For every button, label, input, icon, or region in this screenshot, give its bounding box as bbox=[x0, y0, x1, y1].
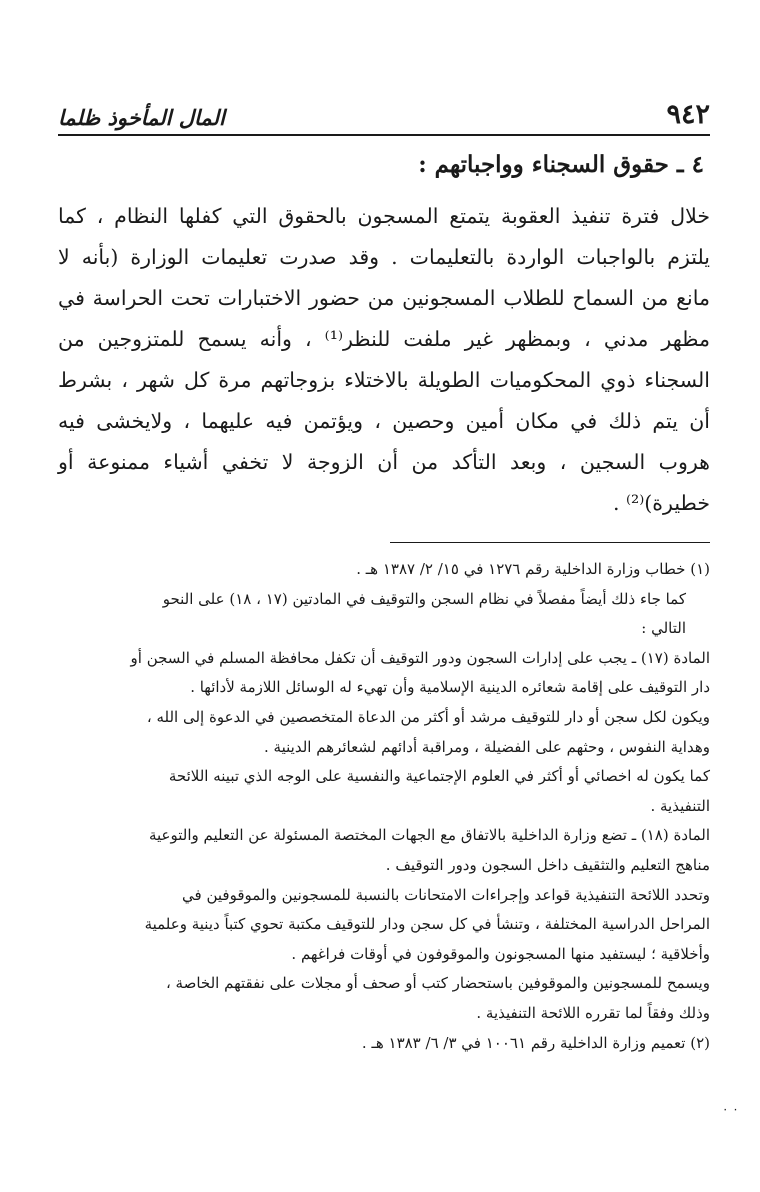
footnote-line: وذلك وفقاً لما تقرره اللائحة التنفيذية . bbox=[476, 1003, 710, 1022]
footnote-line: وأخلاقية ؛ ليستفيد منها المسجونون والموقوفون في أوقات فراغهم . bbox=[291, 944, 710, 963]
footnote-line: دار التوقيف على إقامة شعائره الدينية الإسلامية وأن تهيء له الوسائل اللازمة لأدائها . bbox=[190, 678, 710, 697]
footnote-separator bbox=[390, 542, 710, 543]
body-line: خلال فترة تنفيذ العقوبة يتمتع المسجون بالحقوق التي كفلها النظام ، كما bbox=[58, 204, 710, 228]
footnote-line: ويسمح للمسجونين والموقوفين باستحضار كتب أو صحف أو مجلات على نفقتهم الخاصة ، bbox=[165, 974, 710, 993]
body-paragraph bbox=[58, 196, 710, 524]
footnote-line: كما جاء ذلك أيضاً مفصلاً في نظام السجن والتوقيف في المادتين (١٧ ، ١٨) على النحو bbox=[162, 589, 686, 608]
header-rule bbox=[58, 134, 710, 136]
body-line: مظهر مدني ، وبمظهر غير ملفت للنظر⁽¹⁾ ، وأنه يسمح للمتزوجين من bbox=[58, 327, 710, 351]
footnotes bbox=[58, 555, 710, 1058]
footnote-line: المراحل الدراسية المختلفة ، وتنشأ في كل سجن ودار للتوقيف مكتبة تحوي كتباً دينية وعلمية bbox=[144, 915, 710, 934]
footnote-line: مناهج التعليم والتثقيف داخل السجون ودور التوقيف . bbox=[385, 855, 710, 874]
footnote-line: (٢) تعميم وزارة الداخلية رقم ١٠٠٦١ في ٣/ ٦/ ١٣٨٣ هـ . bbox=[361, 1033, 710, 1052]
footnote-line: كما يكون له اخصائي أو أكثر في العلوم الإجتماعية والنفسية على الوجه الذي تبينه اللائحة bbox=[168, 767, 710, 786]
body-line: مانع من السماح للطلاب المسجونين من حضور الاختبارات تحت الحراسة في bbox=[58, 286, 710, 310]
footnote-line: التنفيذية . bbox=[650, 796, 710, 815]
footnote-line: المادة (١٨) ـ تضع وزارة الداخلية بالاتفاق مع الجهات المختصة المسئولة عن التعليم والتوعية bbox=[148, 826, 710, 845]
footnote-line: المادة (١٧) ـ يجب على إدارات السجون ودور التوقيف أن تكفل محافظة المسلم في السجن أو bbox=[130, 648, 710, 667]
footnote-line: وتحدد اللائحة التنفيذية قواعد وإجراءات الامتحانات بالنسبة للمسجونين والموقوفين في bbox=[182, 885, 710, 904]
body-line: السجناء ذوي المحكوميات الطويلة بالاختلاء بزوجاتهم مرة كل شهر ، بشرط bbox=[58, 368, 710, 392]
body-line: يلتزم بالواجبات الواردة بالتعليمات . وقد صدرت تعليمات الوزارة (بأنه لا bbox=[58, 245, 710, 269]
body-line: خطيرة)⁽²⁾ . bbox=[612, 491, 710, 515]
page-header bbox=[58, 90, 710, 130]
body-line: أن يتم ذلك في مكان أمين وحصين ، ويؤتمن فيه عليهما ، ولايخشى فيه bbox=[58, 409, 710, 433]
running-title: المال المأخوذ ظلما bbox=[58, 105, 225, 130]
footnote-line: التالي : bbox=[641, 619, 686, 638]
section-heading: ٤ ـ حقوق السجناء وواجباتهم : bbox=[418, 151, 704, 178]
page-number: ٩٤٢ bbox=[666, 99, 710, 130]
book-page bbox=[58, 90, 710, 1058]
footnote-line: ويكون لكل سجن أو دار للتوقيف مرشد أو أكثر من الدعاة المتخصصين في الدعوة إلى الله ، bbox=[146, 707, 710, 726]
footnote-line: (١) خطاب وزارة الداخلية رقم ١٢٧٦ في ١٥/ ٢/ ١٣٨٧ هـ . bbox=[356, 560, 710, 578]
footnote-line: وهداية النفوس ، وحثهم على الفضيلة ، ومراقبة أدائهم لشعائرهم الدينية . bbox=[264, 737, 710, 756]
body-line: هروب السجين ، وبعد التأكد من أن الزوجة لا تخفي أشياء ممنوعة أو bbox=[58, 450, 710, 474]
corner-mark: ٠ ٠ bbox=[722, 1102, 739, 1116]
